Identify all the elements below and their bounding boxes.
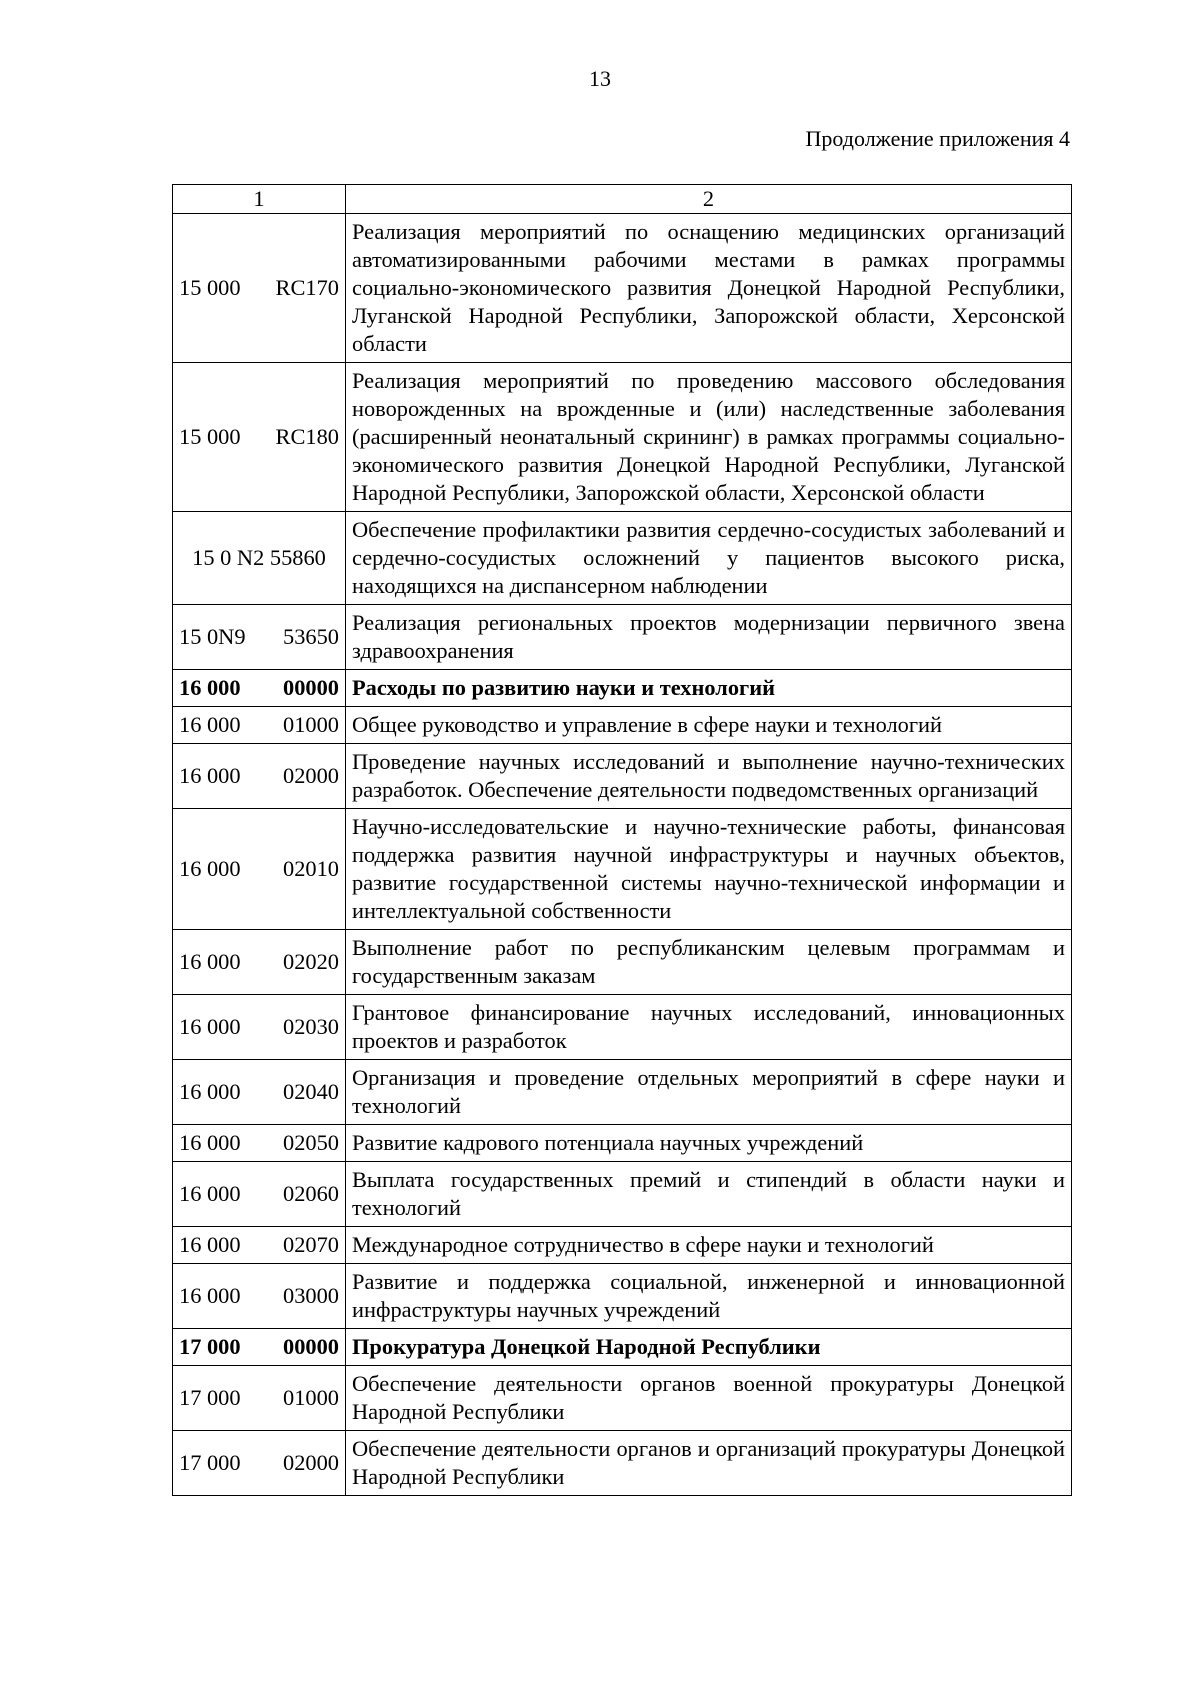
table-row (173, 1329, 1072, 1366)
code-part-b: 02000 (283, 1450, 339, 1475)
table-row (173, 1060, 1072, 1125)
row-code (173, 605, 346, 670)
table-header-row (173, 185, 1072, 214)
row-code (173, 1264, 346, 1329)
table-row (173, 1125, 1072, 1162)
code-part-b: 00000 (283, 675, 339, 700)
table-body (173, 185, 1072, 1496)
code-part-b: 01000 (283, 1385, 339, 1410)
row-description: Реализация региональных проектов модернизации первичного звена здравоохранения (346, 605, 1072, 670)
row-code (173, 214, 346, 363)
row-description: Прокуратура Донецкой Народной Республики (346, 1329, 1072, 1366)
code-part-a: 16 000 (179, 1232, 241, 1257)
row-code (173, 707, 346, 744)
row-code (173, 1162, 346, 1227)
row-code (173, 744, 346, 809)
code-part-a: 17 000 (179, 1385, 241, 1410)
code-part-b: 02010 (283, 856, 339, 881)
code-part-b: RC180 (275, 424, 339, 449)
table-row (173, 1162, 1072, 1227)
code-part-b: 02070 (283, 1232, 339, 1257)
row-code (173, 512, 346, 605)
continuation-caption: Продолжение приложения 4 (805, 126, 1070, 151)
column-header-2: 2 (346, 185, 1072, 214)
row-code (173, 1227, 346, 1264)
row-code (173, 1431, 346, 1496)
code-part-a: 16 000 (179, 763, 241, 788)
code-part-a: 16 000 (179, 1014, 241, 1039)
row-code (173, 1366, 346, 1431)
code-part-b: 02040 (283, 1079, 339, 1104)
row-code (173, 995, 346, 1060)
code-part-b: 02050 (283, 1130, 339, 1155)
row-code (173, 1060, 346, 1125)
code-part-a: 16 000 (179, 1283, 241, 1308)
code-part-a: 17 000 (179, 1450, 241, 1475)
table-row (173, 512, 1072, 605)
code-part-a: 16 000 (179, 1130, 241, 1155)
row-code (173, 809, 346, 930)
code-part-a: 16 000 (179, 1079, 241, 1104)
row-description: Развитие и поддержка социальной, инженерной и инновационной инфраструктуры научных учреждений (346, 1264, 1072, 1329)
code-part-a: 16 000 (179, 856, 241, 881)
row-code (173, 363, 346, 512)
row-description: Научно-исследовательские и научно-технические работы, финансовая поддержка развития научной инфраструктуры и научных объектов, развитие государственной системы научно-технической информации и интеллектуальной собственности (346, 809, 1072, 930)
row-description: Грантовое финансирование научных исследований, инновационных проектов и разработок (346, 995, 1072, 1060)
code-part-b: 01000 (283, 712, 339, 737)
row-code (173, 1329, 346, 1366)
page-number: 13 (589, 66, 611, 91)
row-description: Выполнение работ по республиканским целевым программам и государственным заказам (346, 930, 1072, 995)
row-description: Организация и проведение отдельных мероприятий в сфере науки и технологий (346, 1060, 1072, 1125)
row-description: Обеспечение деятельности органов и организаций прокуратуры Донецкой Народной Республики (346, 1431, 1072, 1496)
code-part-b: 03000 (283, 1283, 339, 1308)
code-part-b: 02000 (283, 763, 339, 788)
code-part-a: 17 000 (179, 1334, 241, 1359)
table-row (173, 1366, 1072, 1431)
table-row (173, 809, 1072, 930)
row-code (173, 930, 346, 995)
table-row (173, 363, 1072, 512)
row-description: Проведение научных исследований и выполнение научно-технических разработок. Обеспечение деятельности подведомственных организаций (346, 744, 1072, 809)
table-row (173, 930, 1072, 995)
table-row (173, 744, 1072, 809)
table-row (173, 707, 1072, 744)
row-description: Международное сотрудничество в сфере науки и технологий (346, 1227, 1072, 1264)
code-part-a: 16 000 (179, 712, 241, 737)
table-row (173, 670, 1072, 707)
table-row (173, 605, 1072, 670)
code-part-a: 15 000 (179, 424, 241, 449)
row-description: Общее руководство и управление в сфере науки и технологий (346, 707, 1072, 744)
row-description: Обеспечение профилактики развития сердечно-сосудистых заболеваний и сердечно-сосудистых осложнений у пациентов высокого риска, находящихся на диспансерном наблюдении (346, 512, 1072, 605)
row-description: Реализация мероприятий по оснащению медицинских организаций автоматизированными рабочими местами в рамках программы социально-экономического развития Донецкой Народной Республики, Луганской Народной Республики, Запорожской области, Херсонской области (346, 214, 1072, 363)
code-full: 15 0 N2 55860 (192, 545, 326, 570)
row-description: Развитие кадрового потенциала научных учреждений (346, 1125, 1072, 1162)
code-part-a: 16 000 (179, 1181, 241, 1206)
code-part-b: RC170 (275, 275, 339, 300)
code-part-a: 15 000 (179, 275, 241, 300)
row-code (173, 670, 346, 707)
code-part-a: 16 000 (179, 675, 241, 700)
column-header-1: 1 (173, 185, 346, 214)
table-row (173, 995, 1072, 1060)
table-row (173, 1227, 1072, 1264)
code-part-a: 16 000 (179, 949, 241, 974)
table-row (173, 1264, 1072, 1329)
table-row (173, 214, 1072, 363)
row-description: Расходы по развитию науки и технологий (346, 670, 1072, 707)
code-part-b: 02020 (283, 949, 339, 974)
code-part-b: 02060 (283, 1181, 339, 1206)
row-description: Выплата государственных премий и стипендий в области науки и технологий (346, 1162, 1072, 1227)
code-part-b: 02030 (283, 1014, 339, 1039)
code-part-b: 00000 (283, 1334, 339, 1359)
row-description: Обеспечение деятельности органов военной прокуратуры Донецкой Народной Республики (346, 1366, 1072, 1431)
code-part-a: 15 0N9 (179, 624, 246, 649)
budget-codes-table (172, 184, 1072, 1496)
row-description: Реализация мероприятий по проведению массового обследования новорожденных на врожденные и (или) наследственные заболевания (расширенный неонатальный скрининг) в рамках программы социально-экономического развития Донецкой Народной Республики, Луганской Народной Республики, Запорожской области, Херсонской области (346, 363, 1072, 512)
table-row (173, 1431, 1072, 1496)
row-code (173, 1125, 346, 1162)
code-part-b: 53650 (283, 624, 339, 649)
